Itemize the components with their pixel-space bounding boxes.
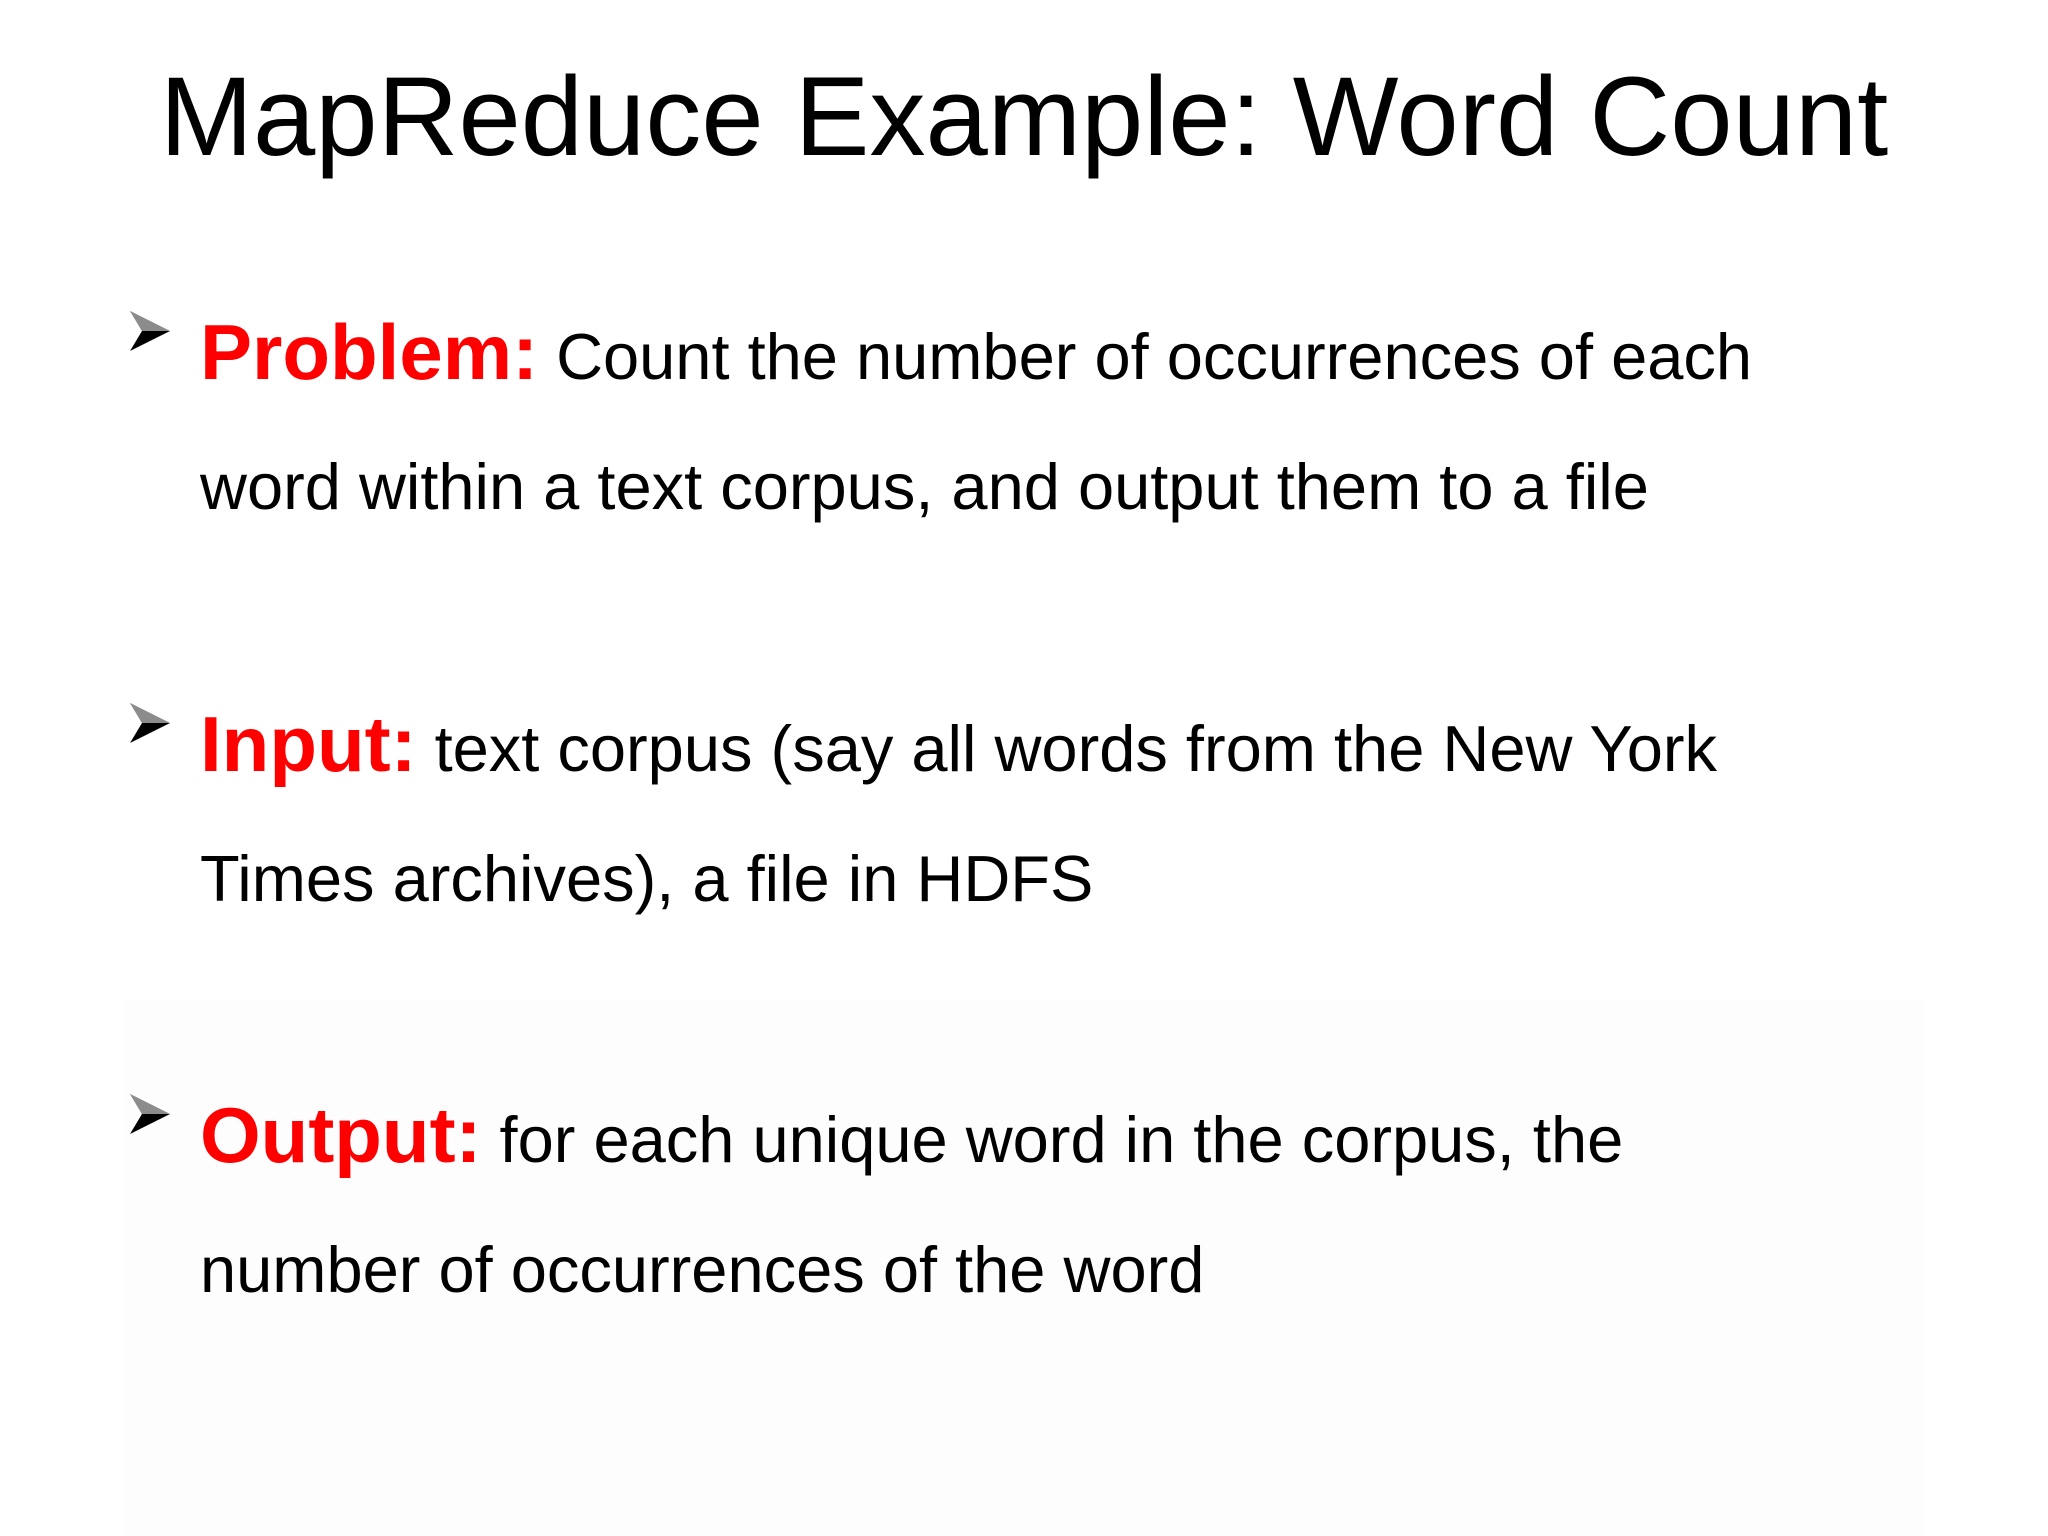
bullet-output: [128, 1070, 1848, 1335]
bullet-problem: [128, 287, 1848, 552]
bullet-lead: Output:: [200, 1091, 482, 1179]
arrow-bullet-icon: [128, 309, 172, 353]
arrow-bullet-icon: [128, 701, 172, 745]
bullet-input: [128, 679, 1848, 944]
bullet-line-1: [200, 679, 1848, 814]
bullet-line-1: [200, 1070, 1848, 1205]
bullet-text: Count the number of occurrences of each: [556, 320, 1753, 393]
bullet-text: text corpus (say all words from the New York: [434, 712, 1718, 785]
bullet-text: number of occurrences of the word: [200, 1233, 1205, 1306]
arrow-bullet-icon: [128, 1092, 172, 1136]
bullet-lead: Problem:: [200, 308, 539, 396]
bullet-text: Times archives), a file in HDFS: [200, 842, 1094, 915]
bullet-text: for each unique word in the corpus, the: [499, 1103, 1624, 1176]
bullet-text: word within a text corpus, and output them to a file: [200, 450, 1649, 523]
bullet-lead: Input:: [200, 700, 417, 788]
bullet-line-2: [200, 814, 1848, 944]
bullet-line-2: [200, 1205, 1848, 1335]
bullet-line-1: [200, 287, 1848, 422]
bullet-line-2: [200, 422, 1848, 552]
slide-title: MapReduce Example: Word Count: [159, 54, 1889, 179]
